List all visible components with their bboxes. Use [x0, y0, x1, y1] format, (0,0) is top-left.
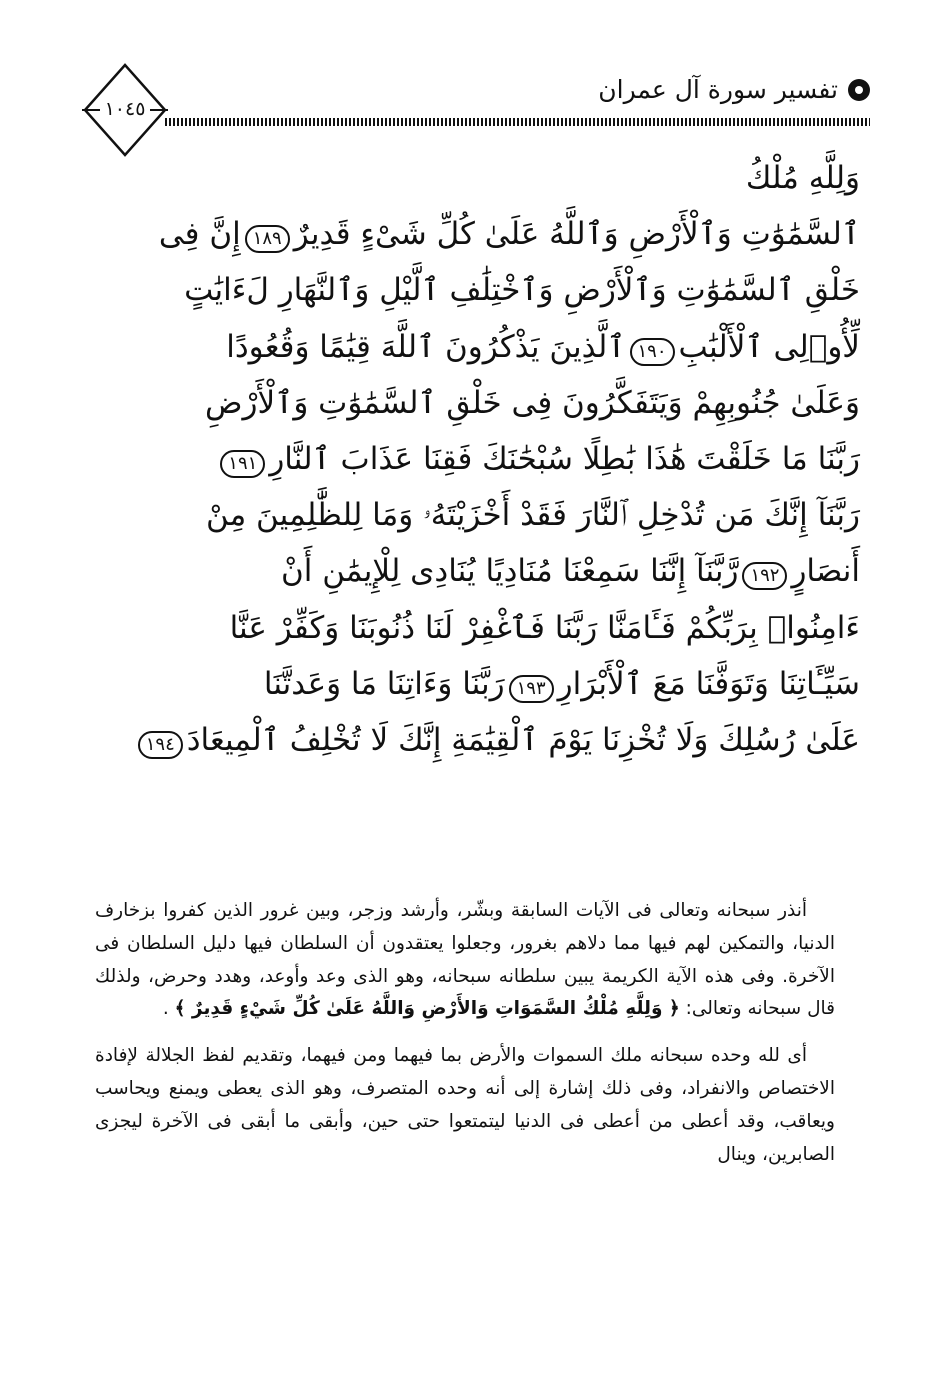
verse-text: ٱلَّذِينَ يَذْكُرُونَ ٱللَّهَ قِيَٰمًا وَقُعُودًا — [226, 328, 626, 365]
running-title-row — [598, 75, 870, 104]
verse-line: رَبَّنَآ إِنَّكَ مَن تُدْخِلِ ٱلنَّارَ فَقَدْ أَخْزَيْتَهُۥ وَمَا لِلظَّٰلِمِينَ مِنْ — [205, 497, 860, 534]
verse-text: إِنَّ فِى — [158, 216, 241, 253]
ayah-marker: ١٩٤ — [138, 731, 183, 759]
verse-line — [160, 656, 860, 712]
ayah-marker: ١٩٢ — [742, 562, 787, 590]
running-title: تفسير سورة آل عمران — [598, 75, 838, 104]
paragraph-text: أنذر سبحانه وتعالى فى الآيات السابقة وبشّر، وأرشد وزجر، وبين غرور الذين كفروا بزخارف الدنيا، والتمكين لهم فيها مما دلاهم بغرور، وجعلوا يعتقدون أن السلطان فيها دليل السلطان فى الآخرة. وفى هذه الآية الكريمة يبين سلطانه سبحانه، وهو الذى وعد وأوعد، وهدد وحرض، ولذلك قال سبحانه وتعالى: — [95, 900, 835, 1020]
verse-text: أَنصَارٍ — [791, 553, 860, 590]
paragraph-text: أى لله وحده سبحانه ملك السموات والأرض بما فيهما ومن فيهما، وتقديم لفظ الجلالة لإفادة الاختصاص والانفراد، وفى ذلك إشارة إلى أنه وحده المتصرف، وهو الذى يعطى ويمنع ويحاسب ويعاقب، وقد أعطى من أعطى فى الدنيا ليتمتعوا حتى حين، وأبقى ما أبقى فى الآخرة ليجزى الصابرين، وينال — [95, 1045, 835, 1165]
page-number: ١٠٤٥ — [104, 98, 146, 120]
commentary-paragraph — [95, 1040, 835, 1171]
ornament-icon — [848, 79, 870, 101]
verse-text: رَبَّنَا مَا خَلَقْتَ هَٰذَا بَٰطِلًا سُبْحَٰنَكَ فَقِنَا عَذَابَ ٱلنَّارِ — [269, 441, 860, 478]
ayah-marker: ١٩٠ — [630, 338, 675, 366]
verse-text: رَّبَّنَآ إِنَّنَا سَمِعْنَا مُنَادِيًا يُنَادِى لِلْإِيمَٰنِ أَنْ — [280, 553, 739, 590]
commentary-paragraph — [95, 895, 835, 1026]
verse-line: خَلْقِ ٱلسَّمَٰوَٰتِ وَٱلْأَرْضِ وَٱخْتِلَٰفِ ٱلَّيْلِ وَٱلنَّهَارِ لَءَايَٰتٍ — [184, 272, 860, 309]
verse-text: عَلَىٰ رُسُلِكَ وَلَا تُخْزِنَا يَوْمَ ٱلْقِيَٰمَةِ إِنَّكَ لَا تُخْلِفُ ٱلْمِيعَادَ — [186, 722, 860, 759]
verse-line — [160, 319, 860, 375]
verse-text: ٱلسَّمَٰوَٰتِ وَٱلْأَرْضِ وَٱللَّهُ عَلَىٰ كُلِّ شَىْءٍ قَدِيرٌ — [293, 216, 860, 253]
verse-line — [160, 543, 860, 599]
verse-text: رَبَّنَا وَءَاتِنَا مَا وَعَدتَّنَا — [263, 665, 505, 702]
ayah-marker: ١٩١ — [220, 450, 265, 478]
ayah-marker: ١٨٩ — [245, 225, 290, 253]
verse-line: وَلِلَّهِ مُلْكُ — [745, 160, 860, 196]
paragraph-end: . — [162, 998, 169, 1020]
commentary — [95, 895, 835, 1185]
verse-line — [160, 431, 860, 487]
verse-line: ءَامِنُوا۟ بِرَبِّكُمْ فَـَٔامَنَّا رَبَّنَا فَٱغْفِرْ لَنَا ذُنُوبَنَا وَكَفِّرْ عَنَّا — [229, 609, 860, 646]
quran-verses — [145, 150, 860, 768]
verse-text: لِّأُو۟لِى ٱلْأَلْبَٰبِ — [678, 328, 860, 365]
verse-line — [160, 206, 860, 262]
verse-text: سَيِّـَٔاتِنَا وَتَوَفَّنَا مَعَ ٱلْأَبْرَارِ — [557, 665, 860, 702]
verse-line: وَعَلَىٰ جُنُوبِهِمْ وَيَتَفَكَّرُونَ فِى خَلْقِ ٱلسَّمَٰوَٰتِ وَٱلْأَرْضِ — [205, 384, 860, 421]
header-rule — [165, 118, 870, 126]
verse-line — [145, 712, 860, 768]
inline-verse-quote: ﴿ وَلِلَّهِ مُلْكُ السَّمَوَاتِ وَالأَرْضِ وَاللَّهُ عَلَىٰ كُلِّ شَيْءٍ قَدِيرٌ ﴾ — [174, 998, 680, 1020]
ayah-marker: ١٩٣ — [509, 675, 554, 703]
